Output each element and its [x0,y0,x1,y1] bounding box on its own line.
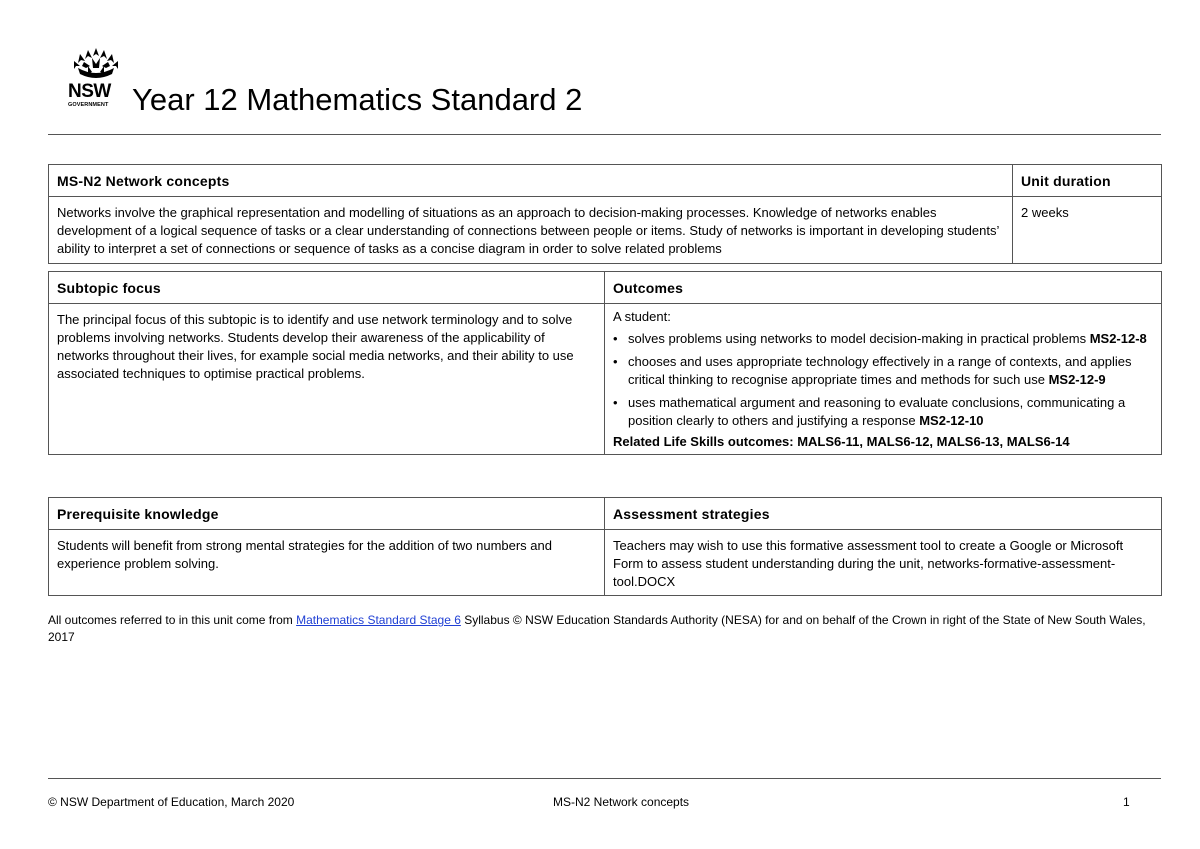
note-text-before: All outcomes referred to in this unit come from [48,613,297,627]
topic-description: Networks involve the graphical representation and modelling of situations as an approach to decision-making processes. Knowledge of networks enables development of a logical sequence of tasks or a clear understanding of connections between people or items. Study of networks is important in developing students’ ability to interpret a set of connections or sequence of tasks as a concise diagram in order to solve related problems [49,197,1013,264]
outcome-code: MS2-12-10 [919,413,984,428]
logo-government-label: GOVERNMENT [68,102,109,108]
header-divider [48,134,1161,135]
table-header-row [49,498,1162,530]
outcome-code: MS2-12-9 [1048,372,1106,387]
list-item [613,394,1153,430]
page-number: 1 [1123,795,1130,809]
focus-outcomes-table [48,271,1162,455]
unit-overview-table [48,164,1162,264]
footer-copyright: © NSW Department of Education, March 2020 [48,795,295,809]
table-row [49,304,1162,455]
prerequisite-text: Students will benefit from strong mental strategies for the addition of two numbers and experience problem solving. [49,530,605,596]
assessment-text: Teachers may wish to use this formative assessment tool to create a Google or Microsoft Form to assess student understanding during the unit, networks-formative-assessment-tool.DOCX [605,530,1162,596]
topic-heading: MS-N2 Network concepts [49,165,1013,197]
waratah-icon [66,44,126,84]
table-row [49,530,1162,596]
page-title: Year 12 Mathematics Standard 2 [132,82,583,117]
logo-wordmark: NSW [68,81,111,102]
footer-unit-title: MS-N2 Network concepts [553,795,690,809]
outcomes-list [613,330,1153,430]
outcome-code: MS2-12-8 [1089,331,1147,346]
related-life-skills: Related Life Skills outcomes: MALS6-11, MALS6-12, MALS6-13, MALS6-14 [613,434,1070,449]
subtopic-focus-text: The principal focus of this subtopic is to identify and use network terminology and to solve problems involving networks. Students develop their awareness of the applicability of networks throughout their lives, for example social media networks, and their ability to use associated techniques to optimise practical problems. [49,304,605,455]
outcome-text: solves problems using networks to model decision-making in practical problems [628,331,1090,346]
prerequisite-heading: Prerequisite knowledge [49,498,605,530]
note-text-after: Syllabus © NSW Education Standards Authority (NESA) for and on behalf of the Crown in right of the State of New South Wales, 2017 [48,613,1146,644]
table-header-row [49,272,1162,304]
outcome-text: chooses and uses appropriate technology effectively in a range of contexts, and applies critical thinking to recognise appropriate times and methods for such use [628,354,1132,387]
list-item [613,330,1153,348]
list-item [613,353,1153,389]
nsw-government-logo [66,44,126,114]
prerequisite-assessment-table [48,497,1162,596]
duration-heading: Unit duration [1013,165,1162,197]
syllabus-link[interactable]: Mathematics Standard Stage 6 [296,613,461,627]
syllabus-note [48,612,1148,646]
subtopic-focus-heading: Subtopic focus [49,272,605,304]
table-header-row [49,165,1162,197]
unit-duration-value: 2 weeks [1013,197,1162,264]
footer-divider [48,778,1161,779]
table-row [49,197,1162,264]
outcomes-intro: A student: [613,309,671,324]
outcomes-heading: Outcomes [605,272,1162,304]
outcomes-cell [605,304,1162,455]
page-header [66,44,1166,124]
outcome-text: uses mathematical argument and reasoning to evaluate conclusions, communicating a position clearly to others and justifying a response [628,395,1126,428]
assessment-heading: Assessment strategies [605,498,1162,530]
